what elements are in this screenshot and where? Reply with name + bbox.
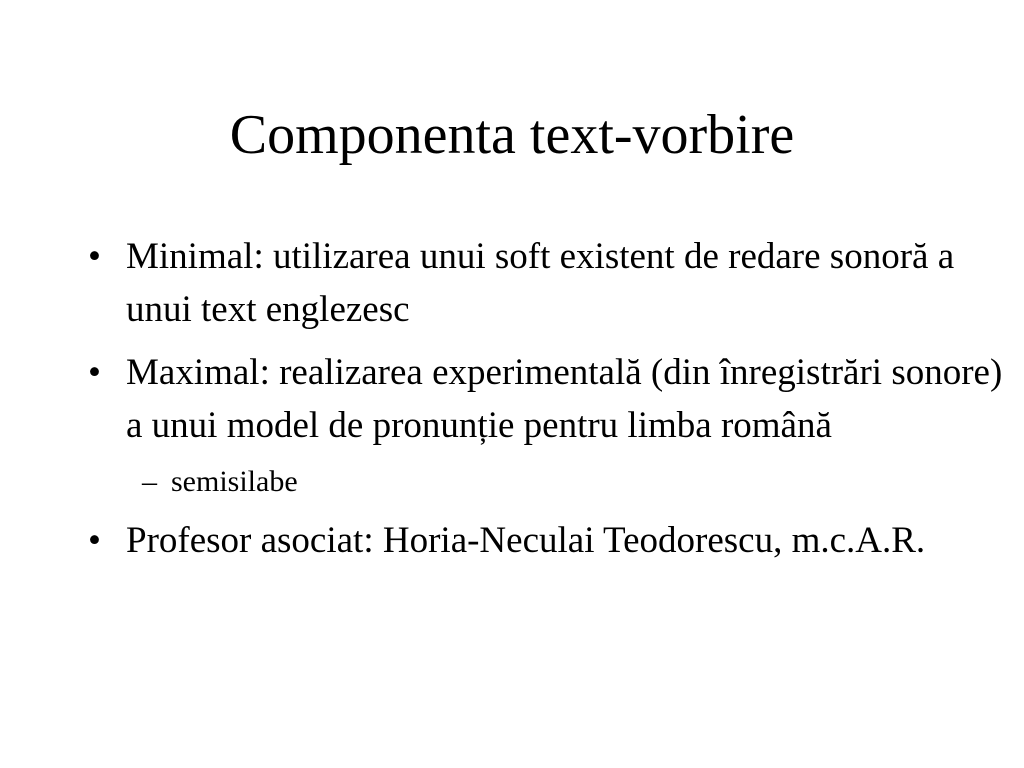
bullet-marker: • [88,236,101,277]
slide-title: Componenta text-vorbire [229,104,795,166]
sub-bullet-text: semisilabe [171,465,298,498]
sub-bullet-marker: – [142,465,157,498]
bullet-text: Profesor asociat: Horia-Neculai Teodorescu, m.c.A.R. [126,520,926,561]
bullet-marker: • [88,352,101,393]
bullet-list [88,230,1008,577]
bullet-item-minimal [88,230,1008,336]
sub-bullet-item-semisilabe [126,460,1008,504]
bullet-item-profesor [88,514,1008,567]
bullet-marker: • [88,520,101,561]
bullet-text: Minimal: utilizarea unui soft existent de redare sonoră a unui text englezesc [126,236,955,330]
bullet-item-maximal [88,346,1008,504]
sub-bullet-list [126,460,1008,504]
bullet-text: Maximal: realizarea experimentală (din înregistrări sonore) a unui model de pronunție pentru limba română [126,352,1003,446]
